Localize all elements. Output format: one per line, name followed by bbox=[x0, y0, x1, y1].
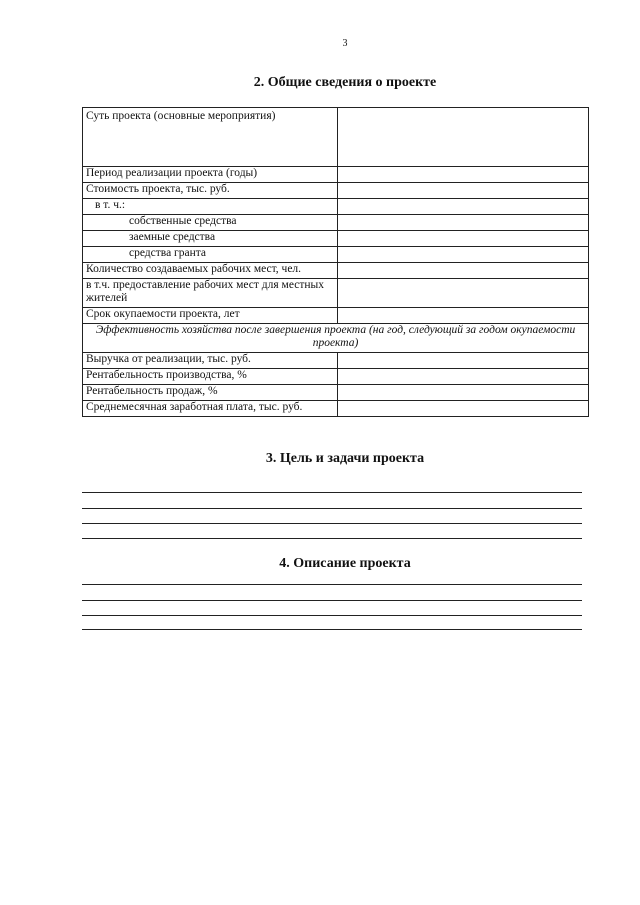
project-info-table bbox=[82, 107, 589, 417]
page-number: 3 bbox=[342, 38, 348, 49]
row-value[interactable] bbox=[338, 215, 589, 231]
row-value[interactable] bbox=[338, 231, 589, 247]
row-label: в т.ч. предоставление рабочих мест для местных жителей bbox=[83, 279, 338, 308]
row-value[interactable] bbox=[338, 183, 589, 199]
row-label: заемные средства bbox=[83, 231, 338, 247]
row-value[interactable] bbox=[338, 247, 589, 263]
table-row bbox=[83, 199, 589, 215]
table-row bbox=[83, 183, 589, 199]
row-value[interactable] bbox=[338, 108, 589, 167]
row-label: в т. ч.: bbox=[83, 199, 338, 215]
table-row bbox=[83, 308, 589, 324]
row-label: Выручка от реализации, тыс. руб. bbox=[83, 353, 338, 369]
row-value[interactable] bbox=[338, 385, 589, 401]
table-row bbox=[83, 324, 589, 353]
fill-in-line[interactable] bbox=[82, 584, 582, 585]
row-value[interactable] bbox=[338, 279, 589, 308]
row-value[interactable] bbox=[338, 369, 589, 385]
fill-in-line[interactable] bbox=[82, 523, 582, 524]
fill-in-line[interactable] bbox=[82, 600, 582, 601]
row-value[interactable] bbox=[338, 199, 589, 215]
section-2-title: 2. Общие сведения о проекте bbox=[253, 75, 437, 90]
fill-in-line[interactable] bbox=[82, 538, 582, 539]
fill-in-line[interactable] bbox=[82, 508, 582, 509]
table-row bbox=[83, 247, 589, 263]
table-row bbox=[83, 108, 589, 167]
row-label: Среднемесячная заработная плата, тыс. руб. bbox=[83, 401, 338, 417]
row-label: Количество создаваемых рабочих мест, чел. bbox=[83, 263, 338, 279]
fill-in-line[interactable] bbox=[82, 492, 582, 493]
efficiency-heading: Эффективность хозяйства после завершения проекта (на год, следующий за годом окупаемости проекта) bbox=[83, 324, 589, 353]
table-row bbox=[83, 401, 589, 417]
fill-in-line[interactable] bbox=[82, 615, 582, 616]
row-value[interactable] bbox=[338, 308, 589, 324]
row-value[interactable] bbox=[338, 401, 589, 417]
table-row bbox=[83, 215, 589, 231]
section-3-title: 3. Цель и задачи проекта bbox=[265, 451, 425, 466]
table-row bbox=[83, 167, 589, 183]
table-row bbox=[83, 279, 589, 308]
row-label: средства гранта bbox=[83, 247, 338, 263]
row-label: Стоимость проекта, тыс. руб. bbox=[83, 183, 338, 199]
row-label: собственные средства bbox=[83, 215, 338, 231]
row-value[interactable] bbox=[338, 167, 589, 183]
row-label: Период реализации проекта (годы) bbox=[83, 167, 338, 183]
table-row bbox=[83, 263, 589, 279]
row-value[interactable] bbox=[338, 263, 589, 279]
table-row bbox=[83, 231, 589, 247]
row-label: Рентабельность производства, % bbox=[83, 369, 338, 385]
table-row bbox=[83, 385, 589, 401]
fill-in-line[interactable] bbox=[82, 629, 582, 630]
section-4-title: 4. Описание проекта bbox=[279, 556, 411, 571]
row-label: Срок окупаемости проекта, лет bbox=[83, 308, 338, 324]
row-value[interactable] bbox=[338, 353, 589, 369]
row-label: Суть проекта (основные мероприятия) bbox=[83, 108, 338, 167]
row-label: Рентабельность продаж, % bbox=[83, 385, 338, 401]
table-row bbox=[83, 353, 589, 369]
table-row bbox=[83, 369, 589, 385]
